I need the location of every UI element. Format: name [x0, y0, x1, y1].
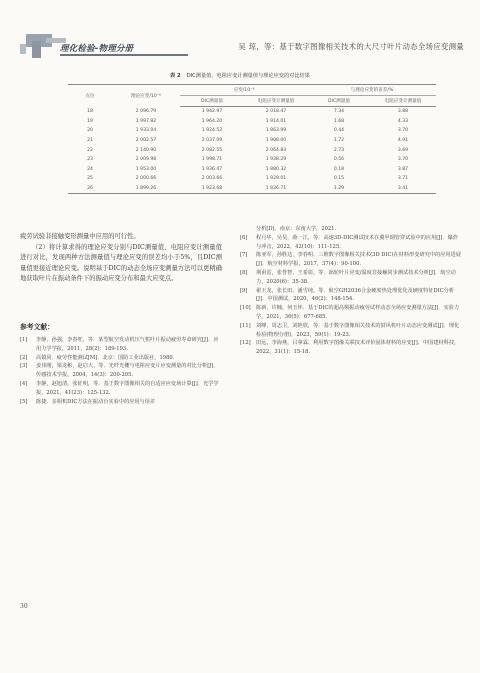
table-cell: 3.88	[397, 109, 409, 115]
table-cell: 26	[68, 184, 112, 194]
table-cell: 23	[87, 157, 93, 163]
table-cell: 20	[87, 128, 93, 134]
sub-header-gauge-error: 电阻应变计测量值	[370, 96, 436, 107]
reference-number: [11]	[240, 322, 251, 329]
reference-number: [9]	[240, 287, 248, 294]
comparison-table	[68, 84, 436, 194]
table-cell: 2 082.55	[201, 147, 223, 153]
page-header	[20, 30, 464, 60]
table-caption-text: DIC测量值、电阻应变计测量值与理论应变的对比结果	[186, 73, 310, 79]
table-cell: 1 914.01	[265, 118, 287, 124]
reference-text: 高镇同．疲劳性能测试[M]．北京：国防工业出版社，1980.	[36, 354, 175, 361]
table-row	[68, 117, 436, 127]
reference-item	[240, 234, 462, 252]
table-cell: 2 064.83	[265, 147, 287, 153]
reference-item	[240, 269, 462, 287]
table-cell: 1 880.32	[265, 166, 287, 172]
col-header-point: 点位	[68, 85, 112, 107]
table-cell: 1 899.26	[112, 184, 180, 194]
table-cell: 24	[87, 166, 93, 172]
group-header-strain: 应变/10⁻⁶	[180, 85, 308, 96]
table-row	[68, 107, 436, 117]
reference-continuation: 分析[D]．南京：东南大学，2021.	[256, 226, 337, 232]
table-cell: 1 942.97	[201, 109, 223, 115]
table-cell: 7.34	[333, 109, 345, 115]
reference-item	[240, 322, 462, 340]
table-cell: 3.71	[397, 176, 409, 182]
table-cell: 2 000.66	[135, 176, 157, 182]
reference-item	[20, 398, 222, 407]
table-cell: 2 002.57	[135, 138, 157, 144]
reference-item	[240, 287, 462, 305]
reference-item	[20, 380, 222, 398]
table-caption	[0, 72, 480, 79]
table-cell: 2 009.98	[135, 157, 157, 163]
table-cell: 0.15	[333, 176, 345, 182]
paragraph-1: 疲劳试验非接触变形测量中应用的可行性。	[20, 233, 140, 240]
sub-header-dic: DIC测量值	[180, 96, 244, 107]
table-row	[68, 145, 436, 155]
reference-item	[20, 354, 222, 363]
table-cell: 1 929.01	[265, 176, 287, 182]
table-cell: 1 908.00	[265, 138, 287, 144]
reference-item	[20, 336, 222, 354]
reference-text: 陈亚军，孙胜达，李春明．三维数字图像相关技术(3D DIC)在材料形变研究中的应用进展[J]．航空材料学报，2017，37(4)：90-100.	[256, 252, 461, 268]
reference-item	[240, 251, 462, 269]
table-cell: 1.72	[333, 138, 345, 144]
group-header-error: 与理论应变的误差/%	[308, 85, 436, 96]
table-label: 表 2	[170, 73, 181, 79]
reference-item	[240, 304, 462, 322]
table-cell: 1 998.71	[201, 157, 223, 163]
reference-text: 李静，孙强，李春旺，等．某型航空发动机压气机叶片振动疲劳寿命研究[J]．应用力学学报，2011，28(2)：189-193.	[36, 337, 219, 352]
sub-header-gauge: 电阻应变计测量值	[244, 96, 308, 107]
reference-text: 翟玉龙，张长田，潘雪纯，等．航空GH2036合金硬度热处理优化及硬度特征DIC分析[J]．中国测试，2020，46(2)：148-154.	[256, 287, 455, 303]
table-cell: 1 953.00	[135, 166, 157, 172]
table-cell: 2 018.47	[265, 109, 287, 115]
col-header-theory: 理论应变/10⁻⁶	[112, 85, 180, 107]
reference-number: [10]	[240, 305, 251, 312]
table-cell: 1 936.47	[201, 166, 223, 172]
reference-number: [3]	[20, 363, 28, 370]
table-cell: 19	[87, 118, 93, 124]
table-cell: 22	[87, 147, 93, 153]
table-cell: 3.69	[397, 147, 409, 153]
table-cell: 1 964.20	[201, 118, 223, 124]
table-cell: 2 096.79	[135, 109, 157, 115]
reference-number: [5]	[20, 398, 28, 405]
sub-header-dic-error: DIC测量值	[308, 96, 370, 107]
table-row	[68, 126, 436, 136]
table-cell: 1.68	[333, 118, 345, 124]
reference-number: [12]	[240, 340, 251, 347]
table-cell: 1 836.71	[244, 184, 308, 194]
table-cell: 4.33	[397, 118, 409, 124]
table-cell: 4.91	[397, 138, 409, 144]
table-cell: 0.44	[333, 128, 345, 134]
table-cell: 0.18	[333, 166, 345, 172]
references-right	[240, 225, 462, 357]
reference-text: 李静，赵旭清，张征明，等．基于数字图像相关的自适应应变场计算[J]．光学学报，2021，41(23)：125-132.	[36, 380, 219, 396]
table-cell: 2 003.66	[201, 176, 223, 182]
table-cell: 1 863.99	[265, 128, 287, 134]
table-cell: 2.73	[333, 147, 345, 153]
references-left	[20, 336, 222, 406]
table-cell: 1 933.04	[135, 128, 157, 134]
reference-item	[20, 362, 222, 380]
table-cell: 1 938.29	[265, 157, 287, 163]
table-cell: 3.70	[397, 128, 409, 134]
reference-number: [1]	[20, 337, 28, 343]
reference-text: 荆甫雷，张誉智，王希影，等．涡轮叶片应变/温度非接触同步测试技术分析[J]．航空动力，2020(6)：35-38.	[256, 269, 456, 285]
running-title: 吴 琼，等：基于数字图像相关技术的大尺寸叶片动态全场应变测量	[238, 42, 464, 51]
table-cell: 2 140.90	[135, 147, 157, 153]
table-row	[68, 165, 436, 175]
reference-item	[240, 339, 462, 357]
header-rule	[60, 54, 188, 56]
references-heading: 参考文献：	[20, 323, 54, 331]
reference-text: 陈捷．多相机DIC方法在振动台实验中的应用与误差	[36, 398, 156, 405]
table-row	[68, 136, 436, 146]
table-body	[68, 107, 436, 194]
reference-number: [4]	[20, 380, 28, 387]
table-row	[68, 155, 436, 165]
body-text	[20, 232, 222, 285]
table-cell: 3.70	[397, 157, 409, 163]
table-row	[68, 174, 436, 184]
table-cell: 21	[87, 138, 93, 144]
table-cell: 1.29	[308, 184, 370, 194]
paragraph-2: （2）将计算求得的理论应变分别与DIC测量值、电阻应变计测量值进行对比，发现两种方法测量值与理论应变的误差均小于5%，且DIC测量值更接近理论应变。说明基于DIC的动态全场应变测量方法可以更精确地获取叶片在振动条件下的振动应变分布和最大应变点。	[20, 243, 222, 283]
table-cell: 1 997.82	[135, 118, 157, 124]
journal-name: 理化检验-物理分册	[60, 44, 134, 54]
table-cell: 3.87	[397, 166, 409, 172]
table-cell: 0.56	[333, 157, 345, 163]
reference-number: [7]	[240, 252, 248, 259]
reference-number: [8]	[240, 269, 248, 276]
reference-text: 程月华，吴昊，薛一江，等．高速3D-DIC测试技术在翼甲钢管穿试验中的应用[J]．爆炸与冲击，2022，42(10)：111-125.	[256, 234, 458, 250]
page-number: 30	[20, 603, 28, 610]
reference-number: [6]	[240, 234, 248, 241]
table-row	[68, 184, 436, 194]
table-cell: 1 923.68	[180, 184, 244, 194]
reference-text: 刘峰，周志卫，刘艳欣，等．基于数字图像相关技术的鼓风机叶片动态应变测试[J]．理化检验(物理分册)，2023，59(1)：19-23.	[256, 322, 460, 338]
table-cell: 3.41	[370, 184, 436, 194]
reference-text: 田远，李海燕，吕拿霖．利用数字图像关联技术评价固体材料的应变[J]．中国建材科技，2022，31(1)：15-18.	[256, 340, 460, 356]
table-cell: 2 037.09	[201, 138, 223, 144]
table-cell: 1 924.52	[201, 128, 223, 134]
table-cell: 25	[87, 176, 93, 182]
reference-number: [2]	[20, 354, 28, 361]
reference-text: 陈新，许楠，何玉怀．基于DIC的超高频振动疲劳试样动态全场应变测量方法[J]．实验力学，2021，36(5)：677-685.	[256, 305, 460, 320]
table-cell: 18	[87, 109, 93, 115]
reference-text: 姜伟刚，梁龙彬，赵启大，等．光纤光栅与电阻应变片应变测量的对比分析[J]．传感技术学报，2004，14(3)：200-205.	[36, 363, 219, 379]
